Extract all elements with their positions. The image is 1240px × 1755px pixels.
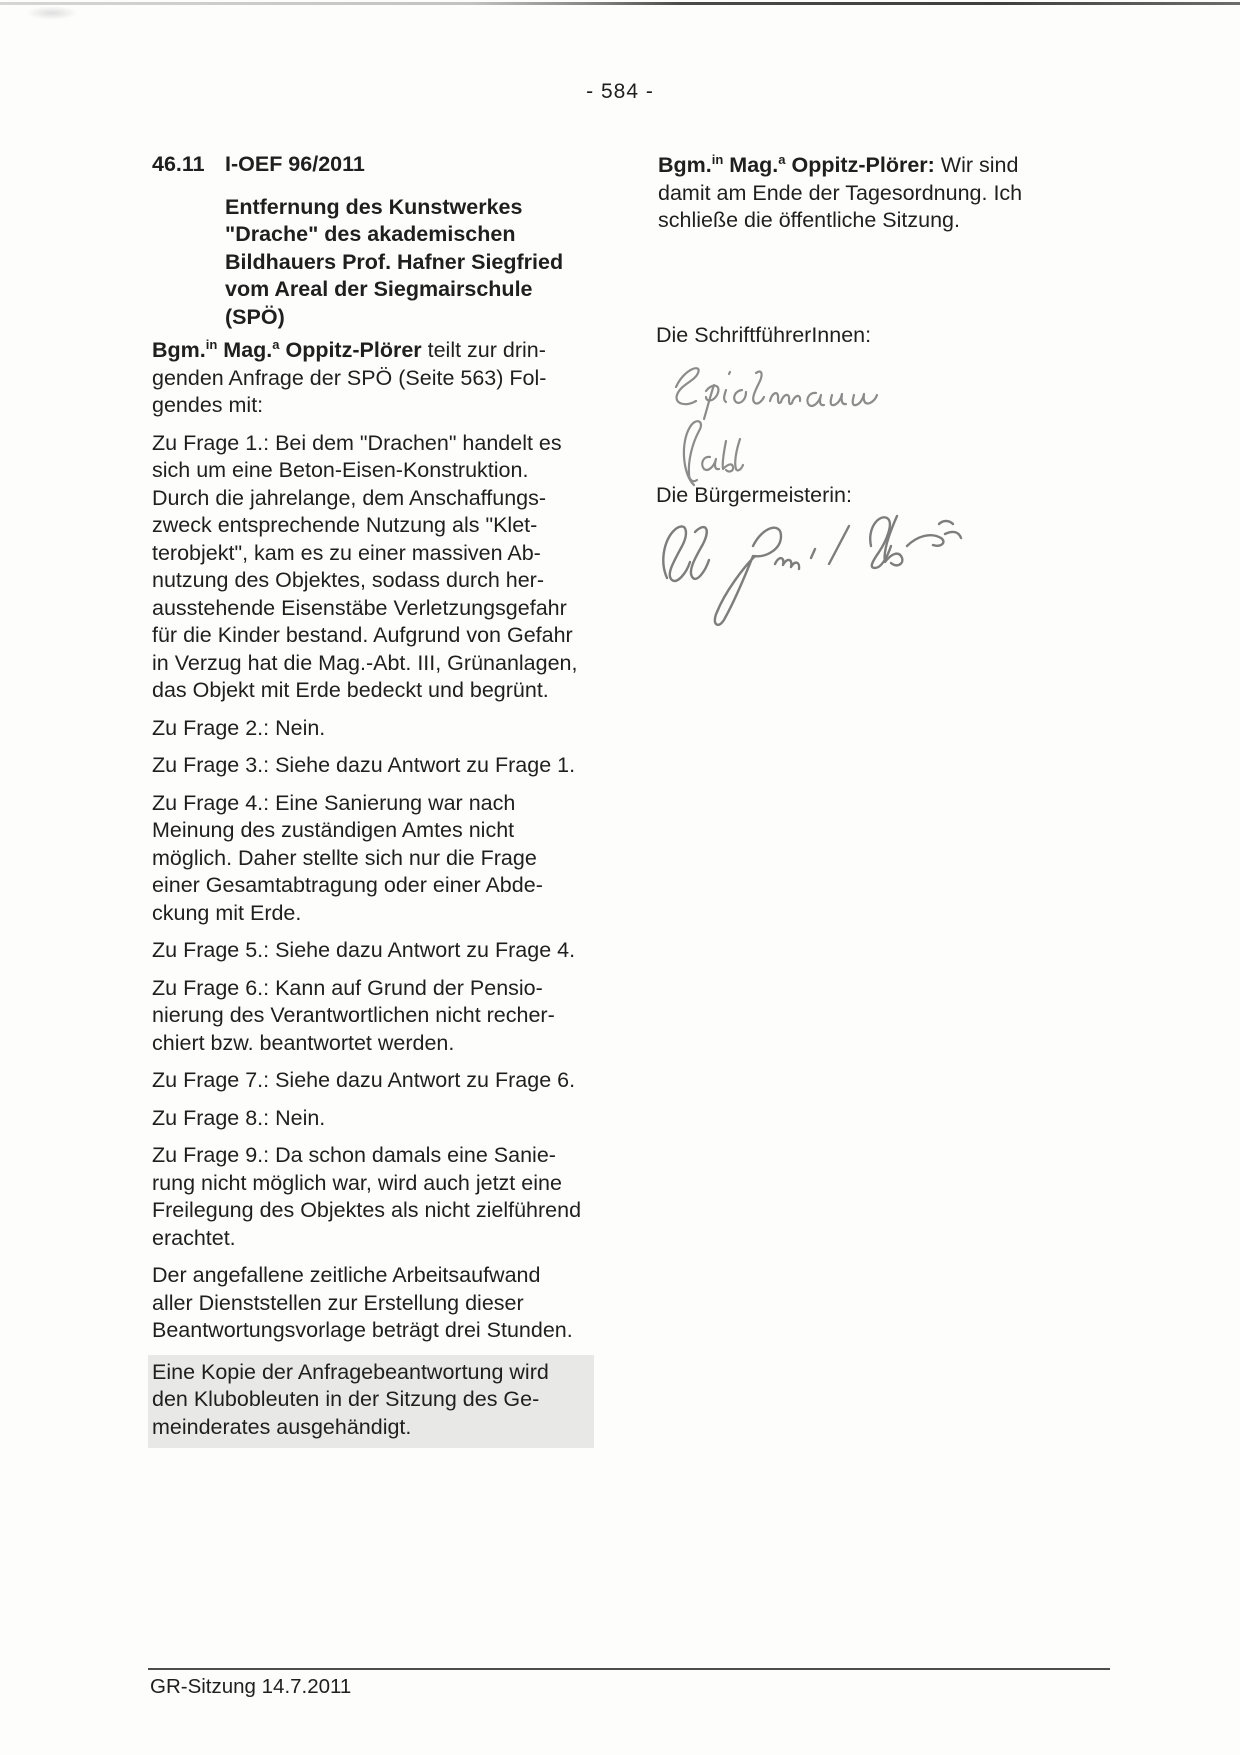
scan-edge-artifact — [0, 2, 1240, 5]
scan-smudge-artifact — [26, 6, 78, 20]
title-line: "Drache" des akademischen — [225, 222, 516, 246]
answer-paragraph: Zu Frage 7.: Siehe dazu Antwort zu Frage 6. — [152, 1068, 576, 1092]
answer-paragraph: Zu Frage 6.: Kann auf Grund der Pensionierung des Verantwortlichen nicht recherchiert bzw. beantwortet werden. — [152, 975, 555, 1055]
speaker-name-bold: Bgm.$^{in}$ Mag.$^a$ Oppitz-Plörer — [152, 336, 422, 362]
title-line: Bildhauers Prof. Hafner Siegfried — [225, 249, 564, 274]
answer-paragraph: Zu Frage 1.: Bei dem "Drachen" handelt es sich um eine Beton-Eisen-Konstruktion. Durch die jahrelange, dem Anschaffungszweck entsprechende Nutzung als "Kletterobjekt", kam es zu einer massiven Abnutzung des Objektes, sodass durch herausstehende Eisenstäbe Verletzungsgefahr für die Kinder bestand. Aufgrund von Gefahr in Verzug hat die Mag.-Abt. III, Grünanlagen, das Objekt mit Erde bedeckt und begrünt. — [152, 430, 578, 702]
left-column — [152, 151, 586, 1458]
agenda-item-number: 46.11 — [152, 152, 205, 176]
agenda-item-title — [225, 194, 586, 332]
intro-paragraph — [152, 337, 586, 420]
answer-paragraph: Zu Frage 4.: Eine Sanierung war nach Meinung des zuständigen Amtes nicht möglich. Daher stellte sich nur die Frage einer Gesamtabtragung oder einer Abdeckung mit Erde. — [152, 790, 543, 925]
workload-paragraph: Der angefallene zeitliche Arbeitsaufwand aller Dienststellen zur Erstellung dieser Beantwortungsvorlage beträgt drei Stunden. — [152, 1263, 573, 1342]
superscript-in: in — [205, 336, 218, 352]
superscript-a: a — [272, 336, 280, 352]
answer-paragraph: Zu Frage 9.: Da schon damals eine Sanierung nicht möglich war, wird auch jetzt eine Freilegung des Objektes als nicht zielführend erachtet. — [152, 1143, 582, 1250]
title-line: Entfernung des Kunstwerkes — [225, 194, 523, 219]
highlighted-note: Eine Kopie der Anfragebeantwortung wird den Klubobleuten in der Sitzung des Gemeinderates ausgehändigt. — [148, 1355, 594, 1449]
answer-paragraph: Zu Frage 2.: Nein. — [152, 715, 326, 740]
footer-rule — [148, 1668, 1110, 1670]
signature-fabl — [668, 417, 746, 487]
answer-paragraph: Zu Frage 5.: Siehe dazu Antwort zu Frage 4. — [152, 938, 576, 962]
answer-paragraph: Zu Frage 3.: Siehe dazu Antwort zu Frage 1. — [152, 753, 576, 777]
signature-mayor — [653, 500, 963, 640]
clerks-label: Die SchriftführerInnen: — [656, 323, 872, 347]
agenda-item-heading — [152, 151, 586, 179]
speaker-name-bold: Bgm.$^{in}$ Mag.$^a$ Oppitz-Plörer: — [658, 151, 935, 177]
agenda-item-code: I-OEF 96/2011 — [225, 152, 365, 176]
closing-statement — [658, 152, 1053, 235]
page-number: - 584 - — [586, 80, 654, 103]
title-line: (SPÖ) — [225, 304, 285, 329]
superscript-a: a — [778, 151, 786, 167]
intro-text: teilt zur dringenden Anfrage der SPÖ (Seite 563) Folgendes mit: — [152, 338, 547, 417]
superscript-in: in — [711, 151, 724, 167]
right-column — [658, 152, 1053, 245]
closing-text: Wir sind damit am Ende der Tagesordnung. Ich schließe die öffentliche Sitzung. — [658, 153, 1023, 232]
footer-session-label: GR-Sitzung 14.7.2011 — [150, 1675, 352, 1698]
answer-paragraph: Zu Frage 8.: Nein. — [152, 1105, 326, 1130]
signature-spielmann — [666, 359, 896, 421]
mayor-label: Die Bürgermeisterin: — [656, 483, 852, 507]
title-line: vom Areal der Siegmairschule — [225, 277, 533, 301]
